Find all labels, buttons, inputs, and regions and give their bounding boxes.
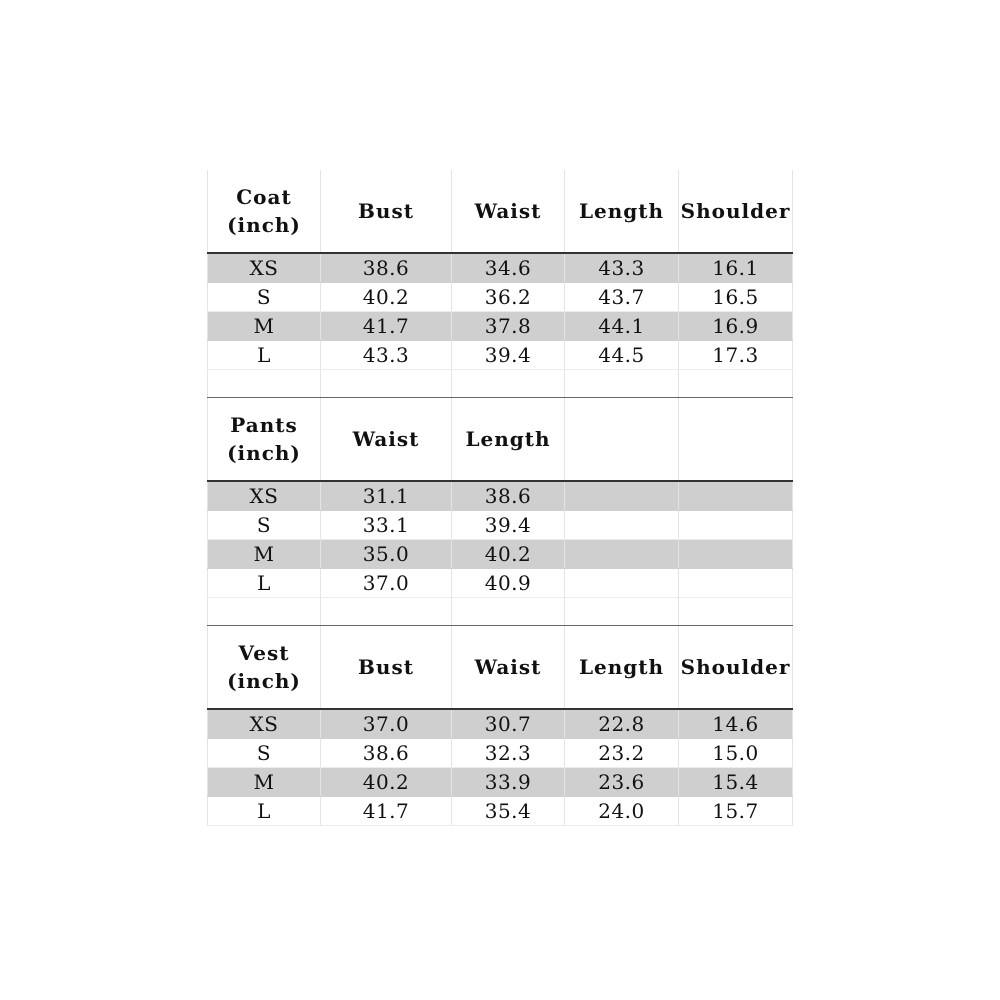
pants-header-row [208,398,793,482]
vest-measure-cell: 41.7 [321,797,452,826]
pants-measure-cell [565,540,679,569]
coat-measure-cell: 38.6 [321,253,452,283]
coat-table-row [208,253,793,283]
coat-measure-cell: 16.5 [679,283,793,312]
pants-section-title [208,398,321,482]
pants-measure-cell: 38.6 [452,481,565,511]
vest-size-cell: M [208,768,321,797]
vest-column-header: Length [565,626,679,710]
vest-measure-cell: 30.7 [452,709,565,739]
pants-column-header: Length [452,398,565,482]
vest-measure-cell: 32.3 [452,739,565,768]
coat-measure-cell: 37.8 [452,312,565,341]
size-chart [207,170,792,826]
vest-section-title [208,626,321,710]
vest-size-cell: XS [208,709,321,739]
pants-size-cell: L [208,569,321,598]
spacer-cell [565,370,679,398]
vest-size-cell: S [208,739,321,768]
coat-table-row [208,341,793,370]
spacer-cell [679,598,793,626]
coat-measure-cell: 43.7 [565,283,679,312]
pants-size-cell: XS [208,481,321,511]
coat-measure-cell: 17.3 [679,341,793,370]
pants-measure-cell: 40.9 [452,569,565,598]
vest-measure-cell: 23.6 [565,768,679,797]
coat-table-row [208,283,793,312]
vest-table-row [208,709,793,739]
spacer-cell [452,598,565,626]
coat-header-row [208,170,793,253]
pants-measure-cell [679,511,793,540]
coat-measure-cell: 43.3 [321,341,452,370]
vest-measure-cell: 22.8 [565,709,679,739]
pants-column-header [565,398,679,482]
vest-measure-cell: 14.6 [679,709,793,739]
spacer-cell [452,370,565,398]
vest-measure-cell: 38.6 [321,739,452,768]
coat-measure-cell: 36.2 [452,283,565,312]
coat-column-header: Bust [321,170,452,253]
pants-table-row [208,481,793,511]
spacer-cell [565,598,679,626]
pants-size-cell: M [208,540,321,569]
size-table [207,170,793,826]
coat-table-row [208,312,793,341]
vest-table-row [208,739,793,768]
vest-measure-cell: 15.0 [679,739,793,768]
vest-measure-cell: 24.0 [565,797,679,826]
pants-table-row [208,511,793,540]
pants-measure-cell [679,540,793,569]
vest-table-row [208,797,793,826]
vest-column-header: Bust [321,626,452,710]
size-table-body [208,170,793,826]
coat-size-cell: S [208,283,321,312]
pants-column-header: Waist [321,398,452,482]
section-spacer-row [208,598,793,626]
vest-measure-cell: 37.0 [321,709,452,739]
pants-measure-cell: 35.0 [321,540,452,569]
coat-measure-cell: 39.4 [452,341,565,370]
coat-column-header: Length [565,170,679,253]
vest-measure-cell: 40.2 [321,768,452,797]
coat-size-cell: L [208,341,321,370]
coat-measure-cell: 16.1 [679,253,793,283]
vest-unit-text: (inch) [227,669,301,693]
coat-measure-cell: 34.6 [452,253,565,283]
coat-column-header: Waist [452,170,565,253]
pants-unit-text: (inch) [227,441,301,465]
spacer-cell [208,370,321,398]
pants-measure-cell: 39.4 [452,511,565,540]
pants-table-row [208,540,793,569]
spacer-cell [679,370,793,398]
pants-measure-cell [565,511,679,540]
vest-table-row [208,768,793,797]
pants-measure-cell [565,569,679,598]
vest-measure-cell: 15.4 [679,768,793,797]
coat-measure-cell: 44.1 [565,312,679,341]
vest-measure-cell: 35.4 [452,797,565,826]
vest-measure-cell: 23.2 [565,739,679,768]
pants-column-header [679,398,793,482]
coat-measure-cell: 40.2 [321,283,452,312]
pants-measure-cell: 33.1 [321,511,452,540]
vest-column-header: Shoulder [679,626,793,710]
vest-measure-cell: 33.9 [452,768,565,797]
pants-size-cell: S [208,511,321,540]
pants-table-row [208,569,793,598]
coat-measure-cell: 41.7 [321,312,452,341]
coat-size-cell: XS [208,253,321,283]
pants-measure-cell [565,481,679,511]
coat-column-header: Shoulder [679,170,793,253]
coat-unit-text: (inch) [227,213,301,237]
coat-measure-cell: 44.5 [565,341,679,370]
coat-section-title [208,170,321,253]
pants-measure-cell: 31.1 [321,481,452,511]
vest-column-header: Waist [452,626,565,710]
coat-size-cell: M [208,312,321,341]
vest-title-text: Vest [238,641,290,665]
vest-header-row [208,626,793,710]
vest-measure-cell: 15.7 [679,797,793,826]
pants-measure-cell: 37.0 [321,569,452,598]
coat-measure-cell: 43.3 [565,253,679,283]
coat-measure-cell: 16.9 [679,312,793,341]
pants-measure-cell: 40.2 [452,540,565,569]
coat-title-text: Coat [236,185,292,209]
pants-title-text: Pants [230,413,298,437]
spacer-cell [321,598,452,626]
section-spacer-row [208,370,793,398]
vest-size-cell: L [208,797,321,826]
spacer-cell [321,370,452,398]
pants-measure-cell [679,481,793,511]
pants-measure-cell [679,569,793,598]
spacer-cell [208,598,321,626]
